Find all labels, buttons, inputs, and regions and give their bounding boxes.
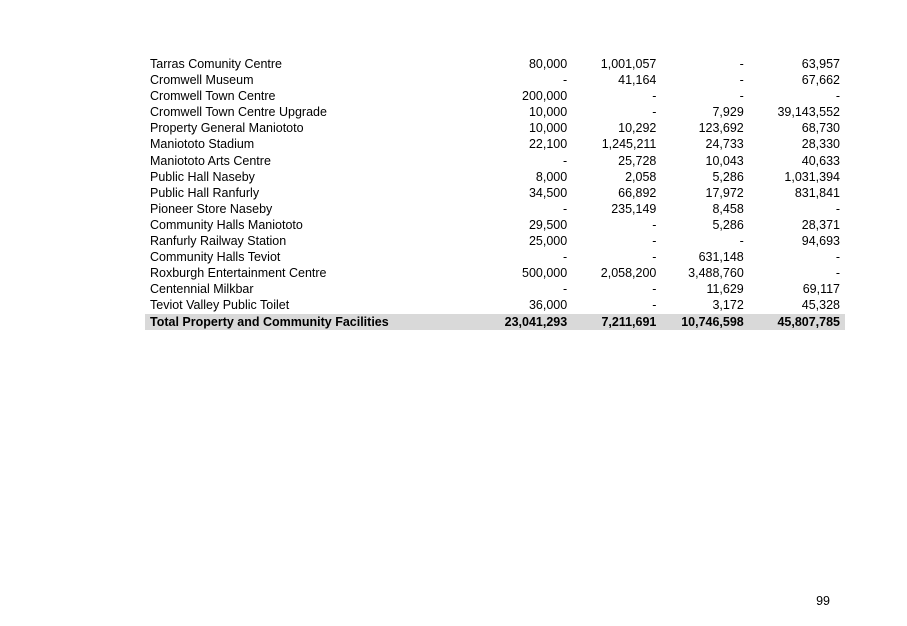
value-cell: 11,629 <box>706 282 744 297</box>
value-cell: - <box>563 201 568 216</box>
facility-name-cell: Public Hall Ranfurly <box>150 185 260 200</box>
value-cell: 17,972 <box>705 185 744 200</box>
facility-name-cell: Community Halls Teviot <box>150 250 281 265</box>
facility-name-cell: Tarras Comunity Centre <box>150 57 282 71</box>
value-cell: - <box>739 57 744 71</box>
value-cell: 63,957 <box>801 57 840 71</box>
table-row <box>145 249 845 265</box>
value-cell: - <box>652 105 657 120</box>
value-cell: - <box>563 153 568 168</box>
table-row <box>145 201 845 217</box>
facility-name-cell: Community Halls Maniototo <box>150 217 303 232</box>
total-label-cell: Total Property and Community Facilities <box>145 314 478 330</box>
value-cell: - <box>739 89 744 104</box>
value-cell: 8,458 <box>712 201 744 216</box>
value-cell: 831,841 <box>794 185 840 200</box>
value-cell: 29,500 <box>528 217 568 232</box>
value-cell: 36,000 <box>528 298 568 313</box>
value-cell: 3,488,760 <box>688 266 744 281</box>
value-cell: 25,728 <box>618 153 657 168</box>
value-cell: 45,328 <box>801 298 840 313</box>
table-body <box>145 56 845 330</box>
facility-name-cell: Centennial Milkbar <box>150 282 254 297</box>
value-cell: - <box>563 73 568 88</box>
value-cell: 5,286 <box>712 217 744 232</box>
facility-name-cell: Ranfurly Railway Station <box>150 234 287 249</box>
table-row <box>145 281 845 297</box>
facility-name-cell: Pioneer Store Naseby <box>150 201 273 216</box>
value-cell: - <box>652 282 657 297</box>
value-cell: 123,692 <box>698 121 744 136</box>
value-cell: - <box>739 73 744 88</box>
value-cell: 66,892 <box>618 185 657 200</box>
value-cell: - <box>739 234 744 249</box>
value-cell: 80,000 <box>528 57 568 71</box>
value-cell: 68,730 <box>801 121 840 136</box>
value-cell: 235,149 <box>611 201 657 216</box>
value-cell: 1,245,211 <box>601 137 657 152</box>
total-value-cell: 10,746,598 <box>656 314 743 330</box>
value-cell: 200,000 <box>522 89 568 104</box>
value-cell: 5,286 <box>712 169 744 184</box>
value-cell: 631,148 <box>698 250 744 265</box>
value-cell: 69,117 <box>802 282 840 297</box>
value-cell: - <box>835 250 840 265</box>
value-cell: 67,662 <box>801 73 840 88</box>
table-row <box>145 136 845 152</box>
value-cell: 24,733 <box>705 137 744 152</box>
value-cell: - <box>652 89 657 104</box>
facility-name-cell: Property General Maniototo <box>150 121 304 136</box>
table-row <box>145 88 845 104</box>
value-cell: - <box>835 266 840 281</box>
value-cell: - <box>835 201 840 216</box>
table-row <box>145 120 845 136</box>
total-row <box>145 314 845 330</box>
value-cell: 10,043 <box>705 153 744 168</box>
value-cell: 25,000 <box>528 234 568 249</box>
facility-name-cell: Public Hall Naseby <box>150 169 255 184</box>
table-row <box>145 185 845 201</box>
value-cell: 8,000 <box>535 169 568 184</box>
value-cell: 1,001,057 <box>600 57 657 71</box>
table-row <box>145 153 845 169</box>
facility-name-cell: Cromwell Museum <box>150 73 254 88</box>
table-row <box>145 56 845 72</box>
value-cell: 10,292 <box>618 121 657 136</box>
value-cell: 34,500 <box>528 185 568 200</box>
value-cell: - <box>652 217 657 232</box>
value-cell: 3,172 <box>712 298 744 313</box>
facility-name-cell: Maniototo Arts Centre <box>150 153 271 168</box>
value-cell: 28,330 <box>801 137 840 152</box>
total-value-cell: 23,041,293 <box>478 314 567 330</box>
facilities-table <box>145 56 845 330</box>
table-row <box>145 217 845 233</box>
table-row <box>145 297 845 313</box>
value-cell: 1,031,394 <box>784 169 840 184</box>
facility-name-cell: Cromwell Town Centre <box>150 89 276 104</box>
value-cell: 2,058,200 <box>600 266 657 281</box>
value-cell: - <box>652 298 657 313</box>
value-cell: - <box>563 250 568 265</box>
table-row <box>145 72 845 88</box>
value-cell: - <box>652 250 657 265</box>
value-cell: - <box>652 234 657 249</box>
value-cell: 2,058 <box>625 169 657 184</box>
facility-name-cell: Teviot Valley Public Toilet <box>150 298 290 313</box>
facility-name-cell: Maniototo Stadium <box>150 137 255 152</box>
value-cell: 500,000 <box>522 266 568 281</box>
value-cell: 41,164 <box>618 73 657 88</box>
total-value-cell: 7,211,691 <box>567 314 656 330</box>
total-value-cell: 45,807,785 <box>744 314 845 330</box>
table-row <box>145 169 845 185</box>
value-cell: 40,633 <box>801 153 840 168</box>
table-row <box>145 104 845 120</box>
facility-name-cell: Cromwell Town Centre Upgrade <box>150 105 327 120</box>
value-cell: - <box>563 282 568 297</box>
value-cell: 39,143,552 <box>777 105 840 120</box>
value-cell: 94,693 <box>801 234 840 249</box>
value-cell: 10,000 <box>528 121 568 136</box>
value-cell: 22,100 <box>528 137 568 152</box>
table-row <box>145 233 845 249</box>
table-row <box>145 265 845 281</box>
value-cell: 28,371 <box>801 217 840 232</box>
value-cell: 7,929 <box>712 105 744 120</box>
value-cell: - <box>835 89 840 104</box>
facility-name-cell: Roxburgh Entertainment Centre <box>150 266 327 281</box>
page-number: 99 <box>816 594 830 608</box>
value-cell: 10,000 <box>528 105 568 120</box>
